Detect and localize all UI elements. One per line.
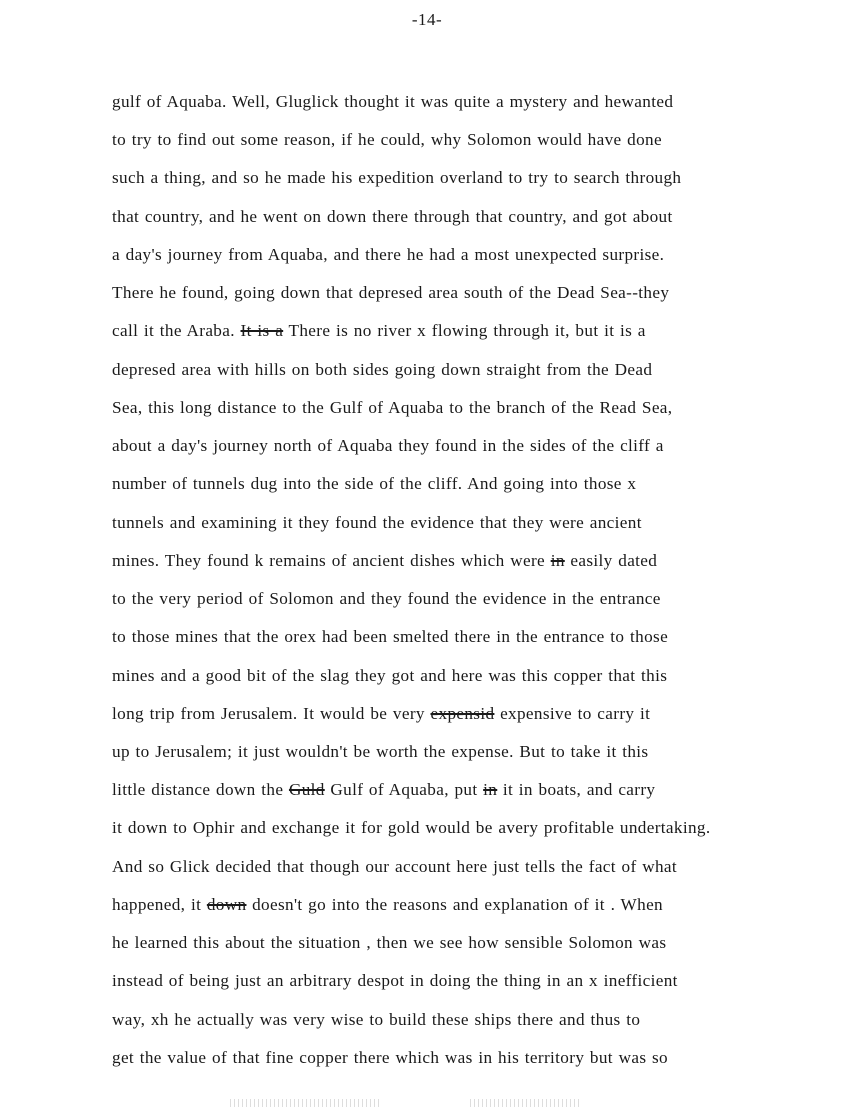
text-line [112, 624, 711, 662]
text-segment: mines. They found k remains of ancient dishes which were [112, 550, 551, 570]
text-segment: such a thing, and so he made his expedition overland to try to search through [112, 168, 682, 188]
text-line [112, 165, 711, 203]
text-segment: little distance down the [112, 780, 289, 800]
text-segment: mines and a good bit of the slag they got and here was this copper that this [112, 665, 668, 685]
text-line [112, 433, 711, 471]
text-line [112, 663, 711, 701]
struck-text: in [550, 550, 565, 570]
text-segment: to try to find out some reason, if he could, why Solomon would have done [112, 130, 662, 150]
struck-text: in [483, 780, 498, 800]
text-line [112, 930, 711, 968]
text-line [112, 968, 711, 1006]
text-segment: tunnels and examining it they found the evidence that they were ancient [112, 512, 642, 532]
text-line [112, 815, 711, 853]
scan-smudge [230, 1099, 380, 1107]
body-text [112, 89, 711, 1083]
text-segment: that country, and he went on down there through that country, and got about [112, 206, 673, 226]
struck-text: It is a [240, 321, 284, 341]
page-number: -14- [411, 10, 443, 29]
text-line [112, 892, 711, 930]
text-line [112, 548, 711, 586]
text-segment: There he found, going down that depresed area south of the Dead Sea--they [112, 283, 670, 303]
text-segment: expensive to carry it [494, 703, 651, 723]
text-line [112, 471, 711, 509]
text-segment: about a day's journey north of Aquaba they found in the sides of the cliff a [112, 436, 664, 456]
text-segment: to the very period of Solomon and they found the evidence in the entrance [112, 589, 661, 609]
text-line [112, 242, 711, 280]
text-segment: it in boats, and carry [497, 780, 656, 800]
text-line [112, 854, 711, 892]
text-segment: it down to Ophir and exchange it for gold would be avery profitable undertaking. [112, 818, 711, 838]
text-segment: Gulf of Aquaba, put [324, 780, 484, 800]
scan-smudge [470, 1099, 580, 1107]
text-line [112, 1045, 711, 1083]
text-line [112, 280, 711, 318]
text-segment: gulf of Aquaba. Well, Gluglick thought it was quite a mystery and hewanted [112, 92, 674, 111]
text-line [112, 395, 711, 433]
text-line [112, 318, 711, 356]
text-segment: he learned this about the situation , then we see how sensible Solomon was [112, 933, 667, 953]
text-line [112, 89, 711, 127]
text-segment: way, xh he actually was very wise to build these ships there and thus to [112, 1009, 641, 1029]
text-segment: And so Glick decided that though our account here just tells the fact of what [112, 856, 678, 876]
text-segment: call it the Araba. [112, 321, 241, 341]
text-line [112, 777, 711, 815]
text-line [112, 701, 711, 739]
text-segment: easily dated [564, 550, 658, 570]
text-line [112, 510, 711, 548]
text-segment: up to Jerusalem; it just wouldn't be worth the expense. But to take it this [112, 741, 649, 761]
struck-text: expensid [430, 703, 495, 723]
text-line [112, 1007, 711, 1045]
text-segment: There is no river x flowing through it, but it is a [283, 321, 646, 341]
text-line [112, 357, 711, 395]
text-segment: get the value of that fine copper there which was in his territory but was so [112, 1047, 668, 1067]
text-segment: long trip from Jerusalem. It would be very [112, 703, 431, 723]
text-segment: to those mines that the orex had been smelted there in the entrance to those [112, 627, 669, 647]
text-line [112, 127, 711, 165]
text-segment: doesn't go into the reasons and explanation of it . When [246, 894, 663, 914]
text-line [112, 204, 711, 242]
text-line [112, 586, 711, 624]
text-segment: happened, it [112, 894, 207, 914]
struck-text: Guld [288, 780, 325, 800]
text-segment: instead of being just an arbitrary despot in doing the thing in an x inefficient [112, 971, 678, 991]
text-segment: a day's journey from Aquaba, and there he had a most unexpected surprise. [112, 244, 665, 264]
text-segment: Sea, this long distance to the Gulf of Aquaba to the branch of the Read Sea, [112, 397, 673, 417]
text-segment: depresed area with hills on both sides going down straight from the Dead [112, 359, 653, 379]
text-line [112, 739, 711, 777]
struck-text: down [206, 894, 247, 914]
text-segment: number of tunnels dug into the side of the cliff. And going into those x [112, 474, 637, 494]
